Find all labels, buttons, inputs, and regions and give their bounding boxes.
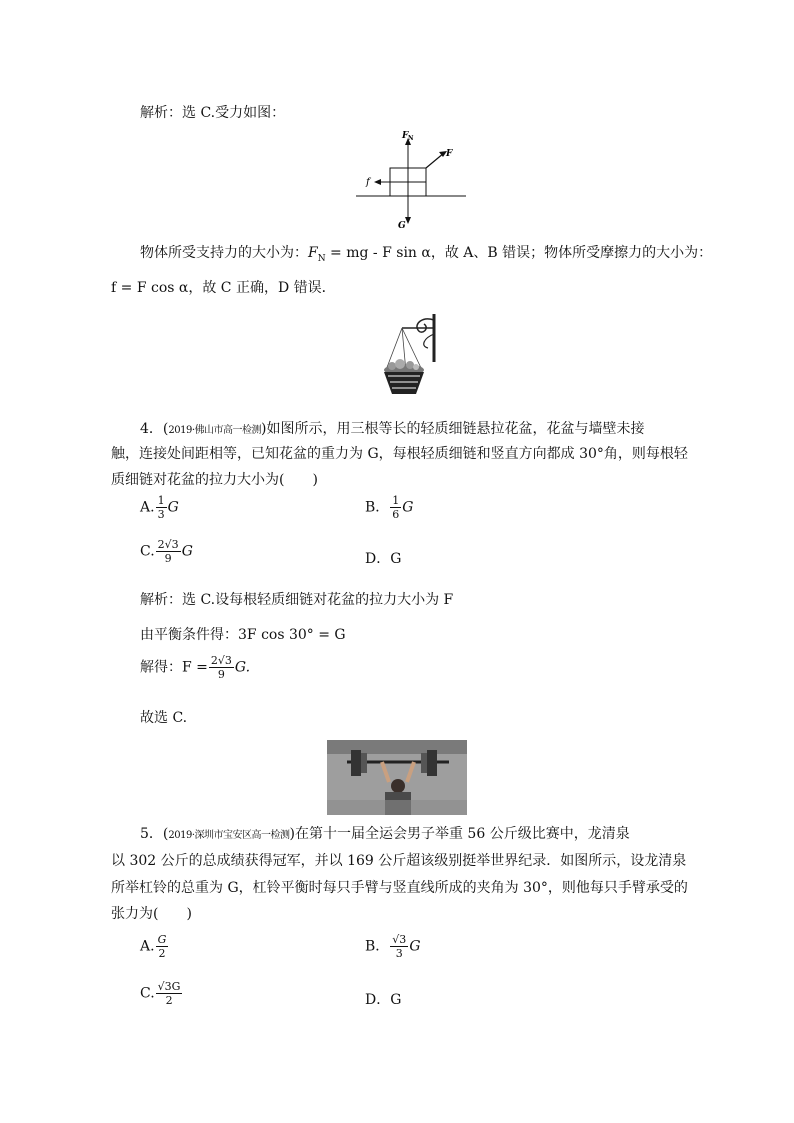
flower-pot-image [378, 310, 440, 398]
f-arrow [426, 153, 444, 168]
q4-analysis-solve: 解得：F = $\frac{2√3}{9}$ G. [140, 654, 251, 681]
q5-option-d[interactable]: D．G [365, 992, 402, 1008]
q5-option-c[interactable]: C. $\frac{√3G}{2}$ [140, 980, 181, 1007]
analysis-line2: f = F cos α，故 C 正确，D 错误． [111, 280, 336, 296]
q4-option-c[interactable]: C. $\frac{2√3}{9}$ G [140, 538, 193, 565]
q4-option-a[interactable]: A. $\frac{1}{3}$ G [140, 494, 179, 521]
q5-option-a[interactable]: A. $\frac{G}{2}$ [140, 933, 167, 960]
q5-line2: 以 302 公斤的总成绩获得冠军，并以 169 公斤超该级别挺举世界纪录．如图所示，设龙清泉 [111, 853, 687, 869]
q5-line3: 所举杠铃的总重为 G，杠铃平衡时每只手臂与竖直线所成的夹角为 30°，则他每只手臂承受的 [111, 880, 688, 896]
q4-line1: 4．(2019·佛山市高一检测)如图所示，用三根等长的轻质细链悬拉花盆，花盆与墙壁未接 [140, 421, 645, 437]
svg-text:F: F [402, 131, 409, 141]
q4-analysis-balance: 由平衡条件得：3F cos 30° = G [140, 627, 346, 643]
weightlifter-photo [327, 740, 467, 815]
q5-option-b[interactable]: B． $\frac{√3}{3}$ G [365, 933, 421, 960]
svg-text:N: N [408, 135, 414, 142]
svg-text:F: F [446, 149, 453, 159]
q4-option-b[interactable]: B． $\frac{1}{6}$ G [365, 494, 414, 521]
force-diagram [350, 128, 470, 233]
q4-line3: 质细链对花盆的拉力大小为( ) [111, 472, 318, 488]
q4-analysis-final: 故选 C. [140, 710, 188, 726]
q5-line1: 5．(2019·深圳市宝安区高一检测)在第十一届全运会男子举重 56 公斤级比赛中，龙清泉 [140, 826, 630, 842]
analysis-intro: 解析：选 C.受力如图： [140, 105, 286, 121]
analysis-line1: 物体所受支持力的大小为：$F_N$ = mg - F sin α，故 A、B 错误；物体所受摩擦力的大小为： [140, 245, 713, 264]
svg-text:G: G [398, 221, 406, 231]
svg-text:f: f [366, 177, 370, 188]
q5-line4: 张力为( ) [111, 906, 192, 922]
q4-option-d[interactable]: D．G [365, 551, 402, 567]
q4-line2: 触，连接处间距相等，已知花盆的重力为 G，每根轻质细链和竖直方向都成 30°角，则每根轻 [111, 446, 688, 462]
q4-analysis-intro: 解析：选 C.设每根轻质细链对花盆的拉力大小为 F [140, 592, 454, 608]
